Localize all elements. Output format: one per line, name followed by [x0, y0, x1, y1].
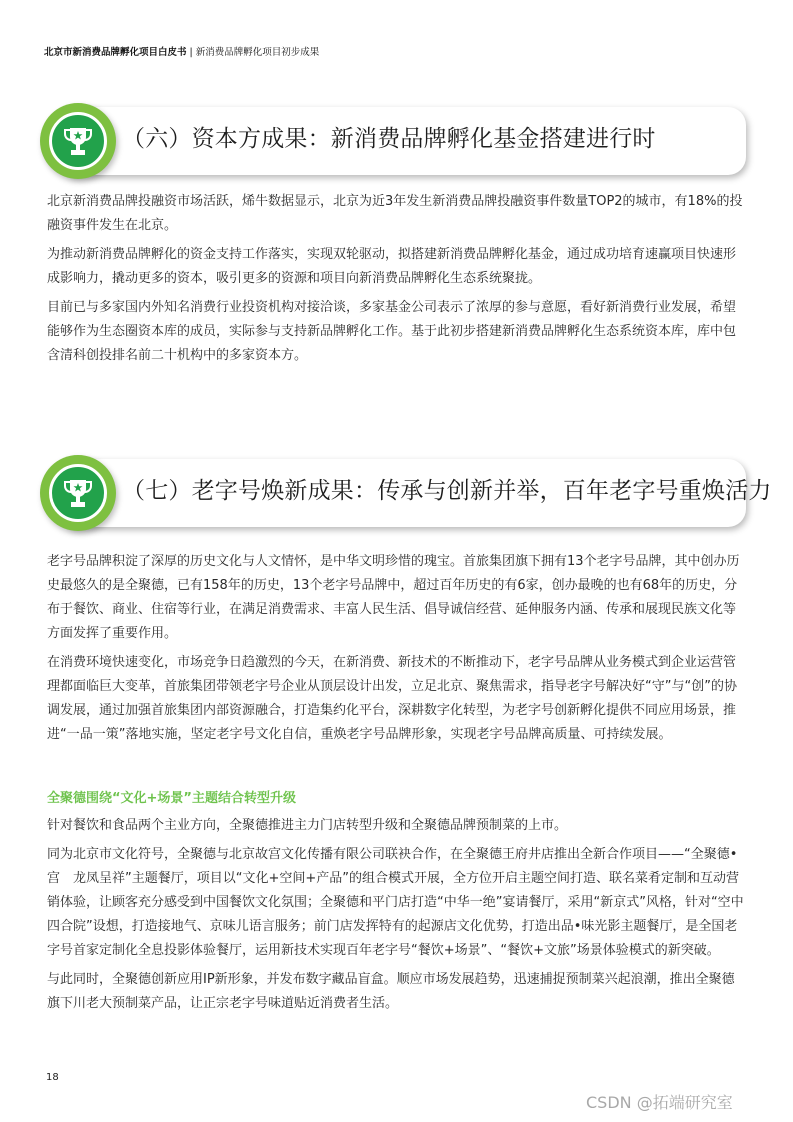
doc-title: 北京市新消费品牌孵化项目白皮书: [44, 47, 187, 58]
trophy-icon: [63, 125, 93, 159]
section6-body: [47, 190, 747, 373]
trophy-icon: [63, 477, 93, 511]
paragraph: 针对餐饮和食品两个主业方向，全聚德推进主力门店转型升级和全聚德品牌预制菜的上市。: [47, 818, 568, 833]
banner-badge: [40, 455, 116, 531]
section7-subhead: 全聚德围绕“文化+场景”主题结合转型升级: [47, 791, 296, 806]
header-separator: |: [189, 47, 193, 58]
paragraph: 同为北京市文化符号，全聚德与北京故宫文化传播有限公司联袂合作，在全聚德王府井店推出全新合作项目——“全聚德•宫 龙凤呈祥”主题餐厅，项目以“文化+空间+产品”的组合模式开展，全方位开启主题空间打造、联名菜肴定制和互动营销体验，让顾客充分感受到中国餐饮文化氛围；全聚德和平门店打造“中华一绝”宴请餐厅，采用“新京式”风格，针对“空中四合院”设想，打造接地气、京味儿语言服务；前门店发挥特有的起源店文化优势，打造出品•味光影主题餐厅，是全国老字号首家定制化全息投影体验餐厅，运用新技术实现百年老字号“餐饮+场景”、“餐饮+文旅”场景体验模式的新突破。: [47, 847, 744, 958]
paragraph: 目前已与多家国内外知名消费行业投资机构对接洽谈，多家基金公司表示了浓厚的参与意愿，看好新消费行业发展，希望能够作为生态圈资本库的成员，实际参与支持新品牌孵化工作。基于此初步搭建新消费品牌孵化生态系统资本库，库中包含清科创投排名前二十机构中的多家资本方。: [47, 300, 737, 363]
page-header: [44, 44, 319, 58]
page-number: 18: [46, 1072, 59, 1083]
paragraph: 北京新消费品牌投融资市场活跃，烯牛数据显示，北京为近3年发生新消费品牌投融资事件数量TOP2的城市，有18%的投融资事件发生在北京。: [47, 194, 743, 233]
section7-body-2: [47, 814, 747, 1021]
header-section: 新消费品牌孵化项目初步成果: [195, 47, 320, 58]
section7-title: （七）老字号焕新成果：传承与创新并举，百年老字号重焕活力: [122, 478, 772, 504]
paragraph: 在消费环境快速变化，市场竞争日趋激烈的今天，在新消费、新技术的不断推动下，老字号品牌从业务模式到企业运营管理都面临巨大变革，首旅集团带领老字号企业从顶层设计出发，立足北京、聚焦需求，指导老字号解决好“守”与“创”的协调发展，通过加强首旅集团内部资源融合，打造集约化平台，深耕数字化转型，为老字号创新孵化提供不同应用场景，推进“一品一策”落地实施，坚定老字号文化自信，重焕老字号品牌形象，实现老字号品牌高质量、可持续发展。: [47, 655, 737, 742]
section7-banner: [40, 455, 772, 531]
paragraph: 老字号品牌积淀了深厚的历史文化与人文情怀，是中华文明珍惜的瑰宝。首旅集团旗下拥有13个老字号品牌，其中创办历史最悠久的是全聚德，已有158年的历史，13个老字号品牌中，超过百年历史的有6家，创办最晚的也有68年的历史，分布于餐饮、商业、住宿等行业，在满足消费需求、丰富人民生活、倡导诚信经营、延伸服务内涵、传承和展现民族文化等方面发挥了重要作用。: [47, 554, 740, 641]
paragraph: 为推动新消费品牌孵化的资金支持工作落实，实现双轮驱动，拟搭建新消费品牌孵化基金，通过成功培育速赢项目快速形成影响力，撬动更多的资本，吸引更多的资源和项目向新消费品牌孵化生态系统聚拢。: [47, 247, 737, 286]
section6-banner: [40, 103, 746, 179]
paragraph: 与此同时，全聚德创新应用IP新形象，并发布数字藏品盲盒。顺应市场发展趋势，迅速捕捉预制菜兴起浪潮，推出全聚德旗下川老大预制菜产品，让正宗老字号味道贴近消费者生活。: [47, 972, 735, 1011]
section7-body: [47, 550, 747, 752]
section6-title: （六）资本方成果：新消费品牌孵化基金搭建进行时: [122, 126, 656, 152]
watermark: CSDN @拓端研究室: [586, 1093, 733, 1112]
banner-badge: [40, 103, 116, 179]
